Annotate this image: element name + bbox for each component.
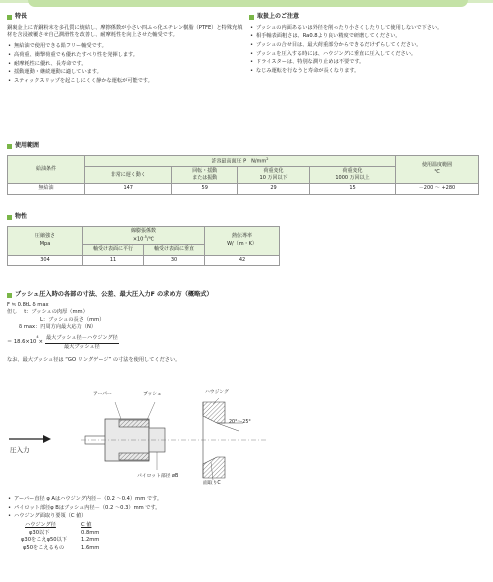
features-intro: 銅裏金上に青銅粉末を多孔質に焼結し、摩擦係数が小さい四ふっ化エチレン樹脂（PTFE）と特殊充填材を含浸被覆させ自己潤滑性を改善し、耐摩耗性を向上させた軸受です。 — [7, 24, 243, 38]
chamfer-table — [17, 522, 477, 552]
props-subcol: 軸受け表面に平行 — [83, 245, 144, 255]
handling-list — [249, 25, 486, 76]
label-chamfer: 面取りC — [203, 481, 221, 486]
props-section — [7, 213, 280, 266]
equation: ＝ 18.6×10 $^4$ × $\frac{\text{最大ブッシュ径－ハウジング径}}{\text{最大ブッシュ径}}$ — [7, 335, 118, 350]
equation-fraction: $\frac{\text{最大ブッシュ径－ハウジング径}}{\text{最大ブッシュ径}}$ — [45, 335, 118, 350]
features-section — [7, 13, 243, 87]
chamfer-cell: φ50をこえるもの — [23, 545, 65, 552]
features-item: • 耐摩耗性に優れ、長寿命です。 — [14, 61, 243, 68]
label-arbor: アーバー — [93, 392, 112, 397]
formula-line: δ max：円周方向最大応力（N） — [19, 323, 97, 330]
props-heading: 物性 — [7, 213, 280, 222]
bush-section — [7, 291, 487, 364]
notes-item: • パイロット部径φ Bはブッシュ内径－（0.2 ～0.3）mm です。 — [14, 505, 477, 512]
formula-line: F ≒ 0.8tL δ max — [7, 301, 49, 308]
table-row: 無給油 147 59 29 15 －200 ～ +280 — [8, 184, 479, 194]
notes-item: • アーバー直径 φ Aはハウジング内径－（0.2 ～0.4）mm です。 — [14, 496, 477, 503]
chamfer-cell: φ30以下 — [29, 529, 50, 536]
usage-section — [7, 142, 479, 195]
features-item: • 高荷重、衝撃荷重でも優れたすべり性を発揮します。 — [14, 52, 243, 59]
chamfer-cell: 0.8mm — [81, 529, 100, 536]
handling-item: • なじみ運転を行なうと寿命が長くなります。 — [256, 68, 486, 75]
usage-heading: 使用範囲 — [7, 142, 479, 151]
props-col-strength: 圧縮強さ Mpa — [8, 226, 83, 255]
label-bushing: ブッシュ — [143, 392, 162, 397]
usage-subcol: 非常に遅く動く — [85, 167, 172, 184]
label-housing: ハウジング — [205, 390, 229, 395]
usage-col-temp: 使用温度範囲 ℃ — [396, 155, 479, 184]
label-press-force: 圧入力 — [10, 446, 30, 454]
props-col-conduct: 熱伝導率 W/（m・K） — [205, 226, 280, 255]
handling-item: • ブッシュの合せ目は、最大荷重部分からできるだけずらしてください。 — [256, 42, 486, 49]
usage-table — [7, 155, 479, 195]
heading-marker-icon — [7, 15, 12, 20]
handling-item: • ブッシュの内面あるいは外径を削ったり小さくしたりして使用しないで下さい。 — [256, 25, 486, 32]
features-item: • 揺動運動・継続運動に適しています。 — [14, 69, 243, 76]
heading-marker-icon — [7, 293, 12, 298]
usage-col-pressure: 許容最高面圧 P $N/mm^2$ — [85, 155, 396, 167]
handling-section — [249, 13, 486, 77]
chamfer-cell: 1.2mm — [81, 537, 100, 544]
props-col-expansion: 線膨張係数 $\times 10^{-5}/℃$ — [83, 226, 205, 245]
props-table — [7, 226, 280, 266]
chamfer-col-c: C 値 — [81, 522, 92, 529]
label-angle: 20°～25° — [229, 420, 251, 425]
features-item: • スティックスリップを起こしにくく静かな運転が可能です。 — [14, 78, 243, 85]
notes-list — [7, 496, 477, 521]
press-fit-figure — [7, 390, 307, 494]
usage-subcol: 荷重変化 10 万回以下 — [238, 167, 310, 184]
label-pilot: パイロット部径 øB — [137, 474, 179, 479]
features-item: • 無給油で使用できる鉛フリー軸受です。 — [14, 43, 243, 50]
bush-note: なお、最大ブッシュ径は “GO リングゲージ” の寸法を使用してください。 — [7, 357, 181, 364]
table-row: 304 11 30 42 — [8, 255, 280, 265]
chamfer-cell: φ30をこえφ50以下 — [21, 537, 67, 544]
formula-line: L：ブッシュの長さ（mm） — [40, 316, 105, 323]
heading-marker-icon — [249, 15, 254, 20]
top-tab-decoration — [0, 0, 493, 8]
notes-section — [7, 496, 477, 552]
handling-item: • ブッシュを圧入する時には、ハウジングに垂直に圧入してください。 — [256, 51, 486, 58]
heading-marker-icon — [7, 215, 12, 220]
usage-subcol: 回転・揺動 または振動 — [172, 167, 238, 184]
handling-heading: 取扱上のご注意 — [249, 13, 486, 22]
heading-marker-icon — [7, 144, 12, 149]
notes-item: • ハウジング面取り要領（C 値） — [14, 513, 477, 520]
usage-subcol: 荷重変化 1000 万回以上 — [310, 167, 396, 184]
formula-line: 但し t：ブッシュの肉厚（mm） — [7, 309, 88, 316]
props-subcol: 軸受け表面に垂直 — [144, 245, 205, 255]
features-list — [7, 43, 243, 85]
handling-item: • ドライスターは、特別な潤り止めは不要です。 — [256, 59, 486, 66]
handling-item: • 相手軸表面粗さは、Ra0.8より良い精度で研磨してください。 — [256, 33, 486, 40]
chamfer-col-housing: ハウジング径 — [25, 522, 56, 529]
usage-col-cond: 給油条件 — [8, 155, 85, 184]
bush-heading: ブッシュ圧入時の各部の寸法、公差、最大圧入力F の求め方（概略式） — [7, 291, 487, 300]
features-heading: 特長 — [7, 13, 243, 22]
chamfer-cell: 1.6mm — [81, 545, 100, 552]
